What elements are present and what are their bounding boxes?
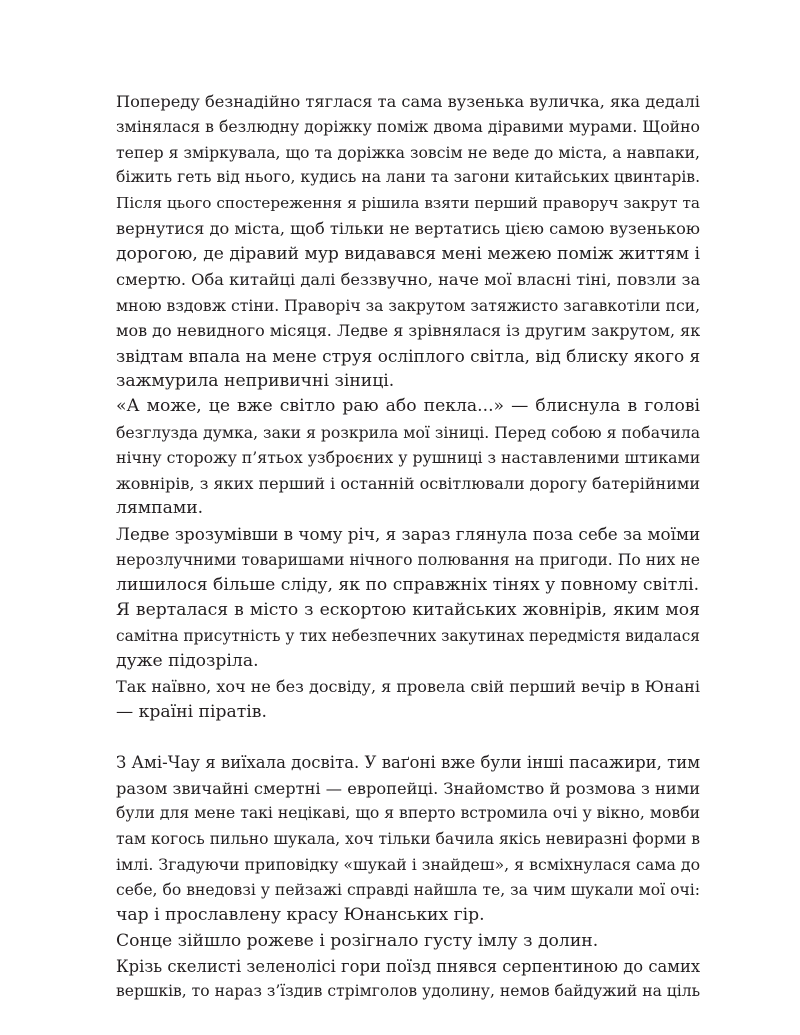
text-line: Я верталася в місто з ескортою китайських жовнірів, яким моя	[116, 600, 700, 621]
text-line: Так наївно, хоч не без досвіду, я провела свій перший вечір в Юнані	[116, 677, 700, 697]
book-page	[116, 89, 700, 1005]
paragraph	[116, 954, 700, 1005]
paragraph	[116, 929, 700, 954]
text-line: нічну сторожу п’ятьох узброєних у рушниці з наставленими штиками	[116, 448, 700, 468]
page-body	[116, 89, 700, 1005]
paragraph	[116, 89, 700, 394]
text-line: смертю. Оба китайці далі беззвучно, наче мої власні тіні, повзли за	[116, 270, 700, 290]
text-line: лишилося більше сліду, як по справжніх тінях у повному світлі.	[116, 574, 700, 595]
text-line: змінялася в безлюдну доріжку поміж двома діравими мурами. Щойно	[116, 117, 700, 137]
text-line: жовнірів, з яких перший і останній освітлювали дорогу батерійними	[116, 473, 700, 493]
text-line: дорогою, де діравий мур видавався мені межею поміж життям і	[116, 243, 700, 264]
text-line: вершків, то нараз з’їздив стрімголов удолину, немов байдужий на ціль	[116, 982, 700, 1001]
text-line: тепер я зміркувала, що та доріжка зовсім не веде до міста, а навпаки,	[116, 142, 700, 162]
text-line: імлі. Згадуючи приповідку «шукай і знайдеш», я всміхнулася сама до	[116, 855, 700, 875]
text-line: вернутися до міста, щоб тільки не вертатись цією самою вузенькою	[116, 219, 700, 239]
text-line: Ледве зрозумівши в чому річ, я зараз глянула поза себе за моїми	[116, 523, 700, 544]
paragraph	[116, 522, 700, 598]
text-line: звідтам впала на мене струя осліплого світла, від блиску якого я	[116, 345, 700, 366]
paragraph	[116, 394, 700, 521]
text-line: нерозлучними товаришами нічного полювання на пригоди. По них не	[116, 550, 700, 570]
text-line: разом звичайні смертні — европейці. Знайомство й розмова з ними	[116, 778, 700, 798]
text-line: «А може, це вже світло раю або пекла...» — блиснула в голові	[116, 396, 700, 417]
text-line: зажмурила непривичні зіниці.	[116, 370, 395, 391]
text-line: себе, бо внедовзі у пейзажі справді найшла те, за чим шукали мої очі:	[116, 880, 700, 899]
text-line: були для мене такі нецікаві, що я вперто встромила очі у вікно, мовби	[116, 804, 700, 823]
text-line: мов до невидного місяця. Ледве я зрівнялася із другим закрутом, як	[116, 321, 700, 341]
text-line: Сонце зійшло рожеве і розігнало густу імлу з долин.	[116, 930, 599, 951]
paragraph	[116, 674, 700, 725]
text-line: чар і прославлену красу Юнанських гір.	[116, 905, 485, 926]
text-line: З Амі-Чау я виїхала досвіта. У ваґоні вже були інші пасажири, тим	[116, 753, 700, 773]
section-break	[116, 725, 700, 750]
text-line: Крізь скелисті зеленолісі гори поїзд пнявся серпентиною до самих	[116, 956, 700, 976]
text-line: дуже підозріла.	[116, 650, 259, 671]
text-line: Після цього спостереження я рішила взяти перший праворуч закрут та	[116, 193, 700, 212]
text-line: мною вздовж стіни. Праворіч за закрутом затяжисто загавкотіли пси,	[116, 295, 700, 315]
paragraph	[116, 750, 700, 928]
text-line: безглузда думка, заки я розкрила мої зіниці. Перед собою я побачила	[116, 422, 700, 442]
paragraph	[116, 598, 700, 674]
text-line: біжить геть від нього, кудись на лани та загони китайських цвинтарів.	[116, 168, 700, 187]
text-line: — країні піратів.	[116, 701, 267, 722]
text-line: Попереду безнадійно тяглася та сама вузенька вуличка, яка дедалі	[116, 92, 700, 111]
text-line: самітна присутність у тих небезпечних закутинах передмістя видалася	[116, 626, 700, 645]
text-line: лямпами.	[116, 498, 204, 519]
text-line: там когось пильно шукала, хоч тільки бачила якісь невиразні форми в	[116, 829, 700, 848]
